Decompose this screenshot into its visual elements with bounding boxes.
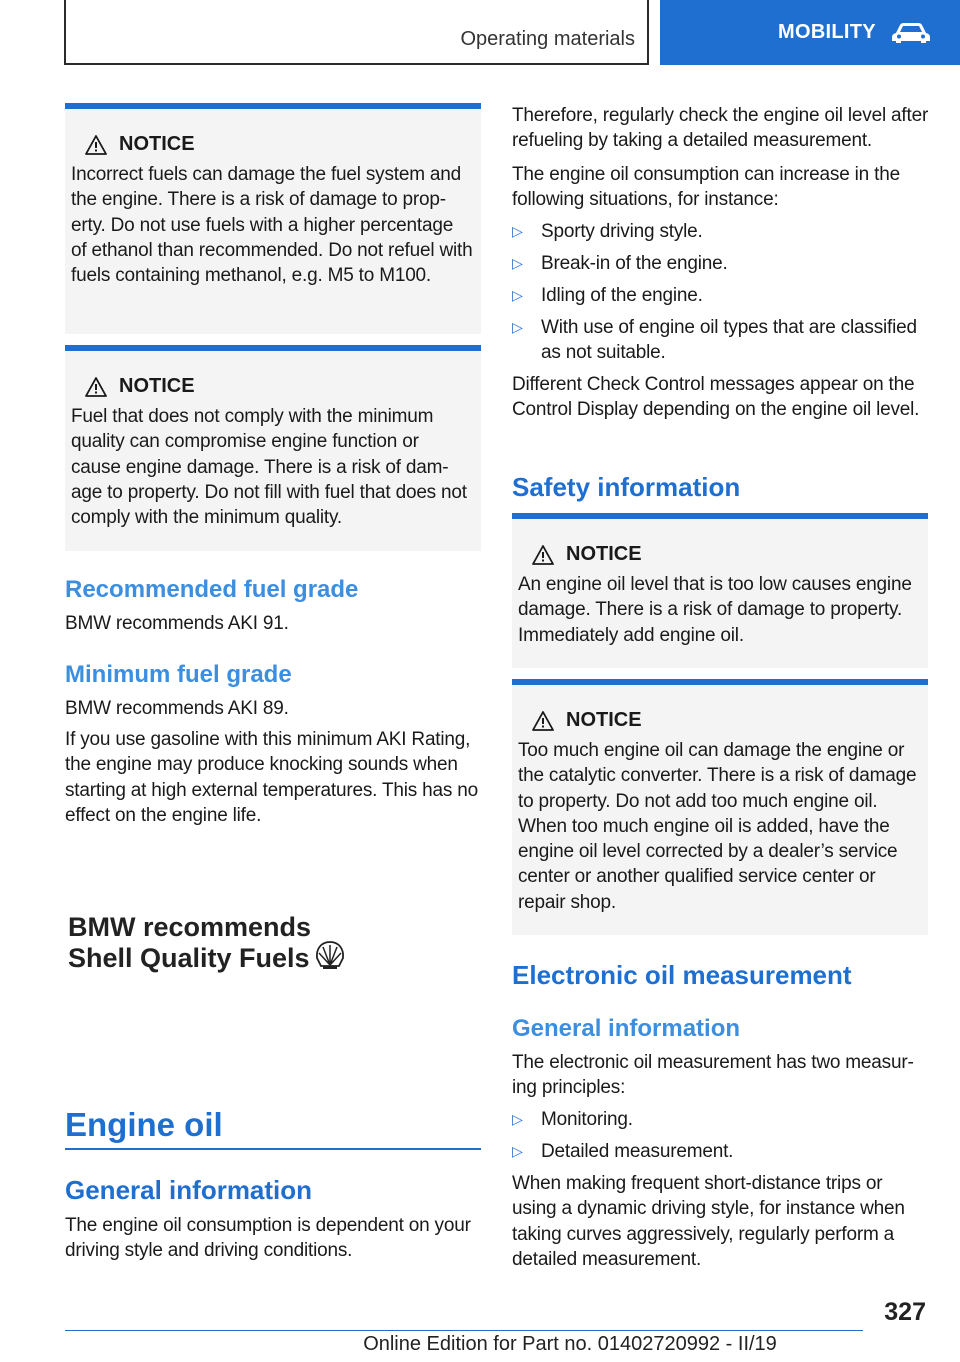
paragraph-general: The engine oil consumption is dependent on your driving style and driving conditions. <box>65 1215 471 1262</box>
paragraph-short-trips: When making frequent short-distance trips or using a dynamic driving style, for instance when taking curves aggressively, regularly perform a detailed measurement. <box>512 1173 905 1270</box>
heading-safety-information: Safety information <box>512 472 741 502</box>
notice-title: NOTICE <box>566 543 642 565</box>
paragraph-check-control: Different Check Control messages appear on the Control Display depending on the engine oil level. <box>512 374 920 421</box>
triangle-bullet-icon: ▷ <box>512 223 523 239</box>
paragraph-check-level: Therefore, regularly check the engine oil level after refueling by taking a detailed measurement. <box>512 105 929 152</box>
triangle-bullet-icon: ▷ <box>512 1143 523 1159</box>
notice-body: Incorrect fuels can damage the fuel system and the engine. There is a risk of damage to property. Do not use fuels with a higher percentage of ethanol than recommended. Do not refuel with fuels containing methanol, e.g. M5 to M100. <box>71 164 473 287</box>
notice-title: NOTICE <box>119 133 195 155</box>
footer-edition: Online Edition for Part no. 01402720992 - II/19 <box>363 1333 777 1355</box>
notice-header <box>71 375 473 398</box>
header-section-box <box>64 0 649 65</box>
list-item <box>512 283 928 308</box>
heading-electronic-oil-measurement: Electronic oil measurement <box>512 960 852 990</box>
notice-title: NOTICE <box>566 709 642 731</box>
heading-recommended-fuel-grade: Recommended fuel grade <box>65 576 359 603</box>
paragraph-minimum-1: BMW recommends AKI 89. <box>65 698 289 719</box>
header-chapter-title: MOBILITY <box>778 21 876 43</box>
list-item <box>512 1107 928 1132</box>
section-divider <box>65 1148 481 1150</box>
shell-logo-text: BMW recommends Shell Quality Fuels <box>68 912 312 973</box>
list-item-text: Sporty driving style. <box>541 221 703 242</box>
notice-title: NOTICE <box>119 375 195 397</box>
warning-triangle-icon <box>85 135 107 155</box>
notice-box-oil-low <box>512 513 928 668</box>
page-number: 327 <box>884 1298 926 1326</box>
warning-triangle-icon <box>532 545 554 565</box>
list-item-text: Break-in of the engine. <box>541 253 728 274</box>
notice-body: Too much engine oil can damage the engine or the catalytic converter. There is a risk of damage to property. Do not add too much engine oil. When too much engine oil is added, have the engine oil level corrected by a dealer’s service center or another qualified service center or repair shop. <box>518 740 917 913</box>
footer-rule <box>65 1330 863 1331</box>
car-icon <box>890 21 932 45</box>
list-item-text: Monitoring. <box>541 1109 633 1130</box>
header-chapter-tab <box>660 0 960 65</box>
notice-body: Fuel that does not comply with the minimum quality can compromise engine function or cause engine damage. There is a risk of damage to property. Do not fill with fuel that does not comply with the minimum quality. <box>71 406 467 529</box>
heading-general-information-2: General information <box>512 1015 741 1042</box>
list-item-text: With use of engine oil types that are classified as not suitable. <box>541 317 917 364</box>
notice-header <box>518 543 920 566</box>
triangle-bullet-icon: ▷ <box>512 287 523 303</box>
notice-box-fuel-damage <box>65 103 481 334</box>
list-item <box>512 219 928 244</box>
heading-engine-oil: Engine oil <box>65 1106 223 1143</box>
notice-box-fuel-quality <box>65 345 481 551</box>
notice-header <box>71 133 473 156</box>
triangle-bullet-icon: ▷ <box>512 1111 523 1127</box>
notice-box-oil-high <box>512 679 928 935</box>
heading-minimum-fuel-grade: Minimum fuel grade <box>65 661 292 688</box>
triangle-bullet-icon: ▷ <box>512 255 523 271</box>
list-item-text: Detailed measurement. <box>541 1141 734 1162</box>
warning-triangle-icon <box>532 711 554 731</box>
paragraph-consumption: The engine oil consumption can increase in the following situations, for instance: <box>512 164 900 211</box>
paragraph-minimum-2: If you use gasoline with this minimum AKI Rating, the engine may produce knocking sounds when starting at high external temperatures. This has no effect on the engine life. <box>65 729 478 826</box>
list-item <box>512 1139 928 1164</box>
paragraph-measuring-principles: The electronic oil measurement has two measuring principles: <box>512 1052 914 1099</box>
list-item-text: Idling of the engine. <box>541 285 703 306</box>
warning-triangle-icon <box>85 377 107 397</box>
notice-body: An engine oil level that is too low causes engine damage. There is a risk of damage to property. Immediately add engine oil. <box>518 574 912 646</box>
list-item <box>512 315 930 366</box>
header-section-title: Operating materials <box>460 28 635 50</box>
list-item <box>512 251 928 276</box>
paragraph-recommended: BMW recommends AKI 91. <box>65 613 289 634</box>
triangle-bullet-icon: ▷ <box>512 319 523 335</box>
shell-icon <box>314 940 346 970</box>
notice-header <box>518 709 920 732</box>
heading-general-information: General information <box>65 1175 313 1205</box>
